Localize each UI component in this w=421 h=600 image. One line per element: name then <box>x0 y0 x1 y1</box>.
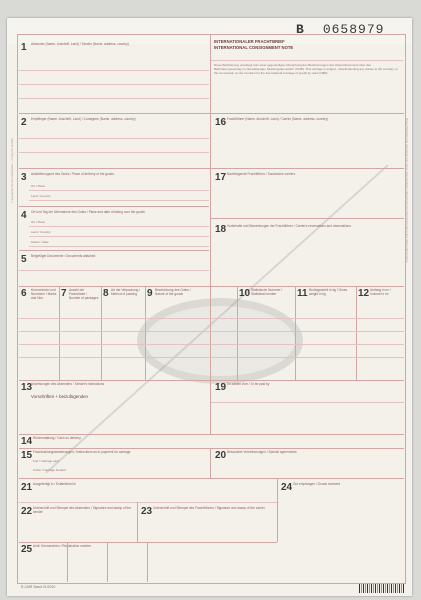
field-8-label: Art der Verpackung / Method of packing <box>111 288 141 296</box>
serial-digits: 0658979 <box>322 22 385 37</box>
field-12-number: 12 <box>358 288 370 299</box>
field-6-number: 6 <box>21 288 27 299</box>
column-rule <box>147 542 148 582</box>
field-11-number: 11 <box>297 288 308 299</box>
field-17-label: Nachfolgende Frachtführer / Successive carriers <box>227 172 296 176</box>
field-19-number: 19 <box>215 382 227 393</box>
column-rule <box>277 478 278 542</box>
row-divider <box>19 478 404 479</box>
field-2-rule <box>19 138 209 139</box>
goods-column-rule <box>237 286 238 380</box>
column-rule <box>67 542 68 582</box>
goods-column-rule <box>59 286 60 380</box>
field-4-rule <box>29 236 209 237</box>
field-19-label: Zu zahlen vom / To be paid by <box>227 382 270 386</box>
field-6-label: Kennzeichen und Nummern / Marks and Nos <box>31 288 57 300</box>
field-1-rule <box>19 84 209 85</box>
field-4-rule <box>29 246 209 247</box>
row-divider <box>19 250 209 251</box>
field-15-forward: Unfrei / Carriage forward <box>33 468 66 472</box>
field-7-label: Anzahl der Packstücke / Number of packages <box>69 288 99 300</box>
field-9-number: 9 <box>147 288 153 299</box>
field-20-label: Besondere Vereinbarungen / Special agreements <box>227 450 297 454</box>
field-3-country: Land / Country <box>31 194 51 198</box>
row-divider <box>19 168 404 169</box>
column-rule <box>137 502 138 542</box>
column-rule <box>107 542 108 582</box>
field-24-number: 24 <box>281 482 293 493</box>
field-22-label: Unterschrift und Stempel des Absenders / Signature and stamp of the sender <box>33 506 131 514</box>
goods-column-rule <box>101 286 102 380</box>
field-15-paid: Frei / Carriage paid <box>33 459 59 463</box>
field-15-number: 15 <box>21 450 33 461</box>
goods-row <box>19 357 404 358</box>
field-4-place: Ort / Place <box>31 220 46 224</box>
field-2-label: Empfänger (Name, Anschrift, Land) / Consignee (Name, address, country) <box>31 117 136 121</box>
goods-row <box>19 331 404 332</box>
row-divider <box>19 448 404 449</box>
row-divider <box>19 434 404 435</box>
field-13-number: 13 <box>21 382 33 393</box>
goods-column-rule <box>295 286 296 380</box>
field-22-number: 22 <box>21 506 33 517</box>
field-4-label: Ort und Tag der Übernahme des Gutes / Place and date of taking over the goods <box>31 210 145 214</box>
field-16-number: 16 <box>215 117 227 128</box>
field-25-number: 25 <box>21 544 33 555</box>
cmr-note: Diese Beförderung unterliegt trotz einer gegenteiligen Abmachung den Bestimmungen des Übereinkommens über den Beförderungsvertrag im internationalen Straßengüterverkehr (CMR). This carriage is subject, notwithstanding any clause to the contrary, to the Convention on the Contract for the International Carriage of goods by road (CMR). <box>214 63 398 75</box>
field-1-number: 1 <box>21 42 27 53</box>
field-4-number: 4 <box>21 210 27 221</box>
row-divider <box>19 206 209 207</box>
field-3-rule <box>29 190 209 191</box>
field-9-label: Bezeichnung des Gutes / Nature of the goods <box>155 288 191 296</box>
field-16-label: Frachtführer (Name, Anschrift, Land) / Carrier (Name, address, country) <box>227 117 328 121</box>
field-1-rule <box>19 70 209 71</box>
field-24-label: Gut empfangen / Goods received <box>293 482 340 486</box>
goods-column-rule <box>145 286 146 380</box>
right-margin-text: Diese Beförderung unterliegt trotz einer gegenteiligen Abmachung den Bestimmungen des Übereinkommens <box>405 118 409 263</box>
field-20-number: 20 <box>215 450 227 461</box>
field-8-number: 8 <box>103 288 109 299</box>
goods-row <box>19 318 404 319</box>
field-12-label: Umfang in m³ / Volume in m³ <box>370 288 391 296</box>
form-code: R-CMR Stand 01/2010 <box>21 585 56 589</box>
row-divider <box>211 218 404 219</box>
goods-column-rule <box>356 286 357 380</box>
field-23-number: 23 <box>141 506 153 517</box>
field-10-number: 10 <box>239 288 251 299</box>
field-15-label: Frachtzahlungsanweisungen / Instructions as to payment for carriage <box>33 450 131 454</box>
form-title-1: INTERNATIONALER FRACHTBRIEF <box>214 39 285 44</box>
field-5-number: 5 <box>21 254 27 265</box>
cmr-form-page <box>7 18 412 596</box>
field-11-label: Bruttogewicht in kg / Gross weight in kg <box>309 288 348 296</box>
field-1-label: Absender (Name, Anschrift, Land) / Sender (Name, address, country) <box>31 42 129 46</box>
form-letter: B <box>296 22 305 37</box>
row-divider <box>19 542 277 543</box>
left-margin-text: 1 Exemplar für den Absender — Copy for sender <box>10 138 14 203</box>
field-5-label: Beigefügte Dokumente / Documents attached <box>31 254 96 258</box>
field-14-label: Rückerstattung / Cash on delivery <box>33 436 81 440</box>
field-2-rule <box>19 152 209 153</box>
row-divider <box>19 380 404 381</box>
row-divider <box>19 113 404 114</box>
field-14-number: 14 <box>21 436 33 447</box>
barcode <box>359 584 405 593</box>
field-18-number: 18 <box>215 224 227 235</box>
field-3-place: Ort / Place <box>31 184 46 188</box>
form-title-2: INTERNATIONAL CONSIGNMENT NOTE <box>214 45 294 50</box>
field-5-rule <box>19 270 209 271</box>
field-10-label: Statistische Nummer / Statistical number <box>251 288 283 296</box>
field-18-label: Vorbehalte und Bemerkungen der Frachtführer / Carrier's reservations and observations <box>227 224 351 228</box>
goods-header-divider <box>19 286 404 287</box>
field-17-number: 17 <box>215 172 227 183</box>
field-3-rule <box>29 200 209 201</box>
field-3-number: 3 <box>21 172 27 183</box>
center-divider <box>210 34 211 434</box>
field-7-number: 7 <box>61 288 67 299</box>
field-3-label: Auslieferungsort des Gutes / Place of delivery of the goods <box>31 172 114 176</box>
field-25-label: Amtl. Kennzeichen / Registration number <box>33 544 91 548</box>
field-23-label: Unterschrift und Stempel des Frachtführers / Signature and stamp of the carrier <box>153 506 265 510</box>
field-4-country: Land / Country <box>31 230 51 234</box>
field-2-number: 2 <box>21 117 27 128</box>
field-4-date: Datum / Date <box>31 240 49 244</box>
field-4-rule <box>29 226 209 227</box>
field-21-label: Ausgefertigt in / Established in <box>33 482 76 486</box>
field-21-number: 21 <box>21 482 33 493</box>
field-19-rule <box>211 402 404 403</box>
field-13-label: Anweisungen des Absenders / Sender's instructions <box>31 382 105 386</box>
column-rule <box>210 448 211 478</box>
header-rule <box>211 60 403 61</box>
field-13-note: Vorschriften + beizufügenden <box>31 394 88 399</box>
field-1-rule <box>19 98 209 99</box>
row-divider <box>19 502 277 503</box>
goods-row <box>19 344 404 345</box>
